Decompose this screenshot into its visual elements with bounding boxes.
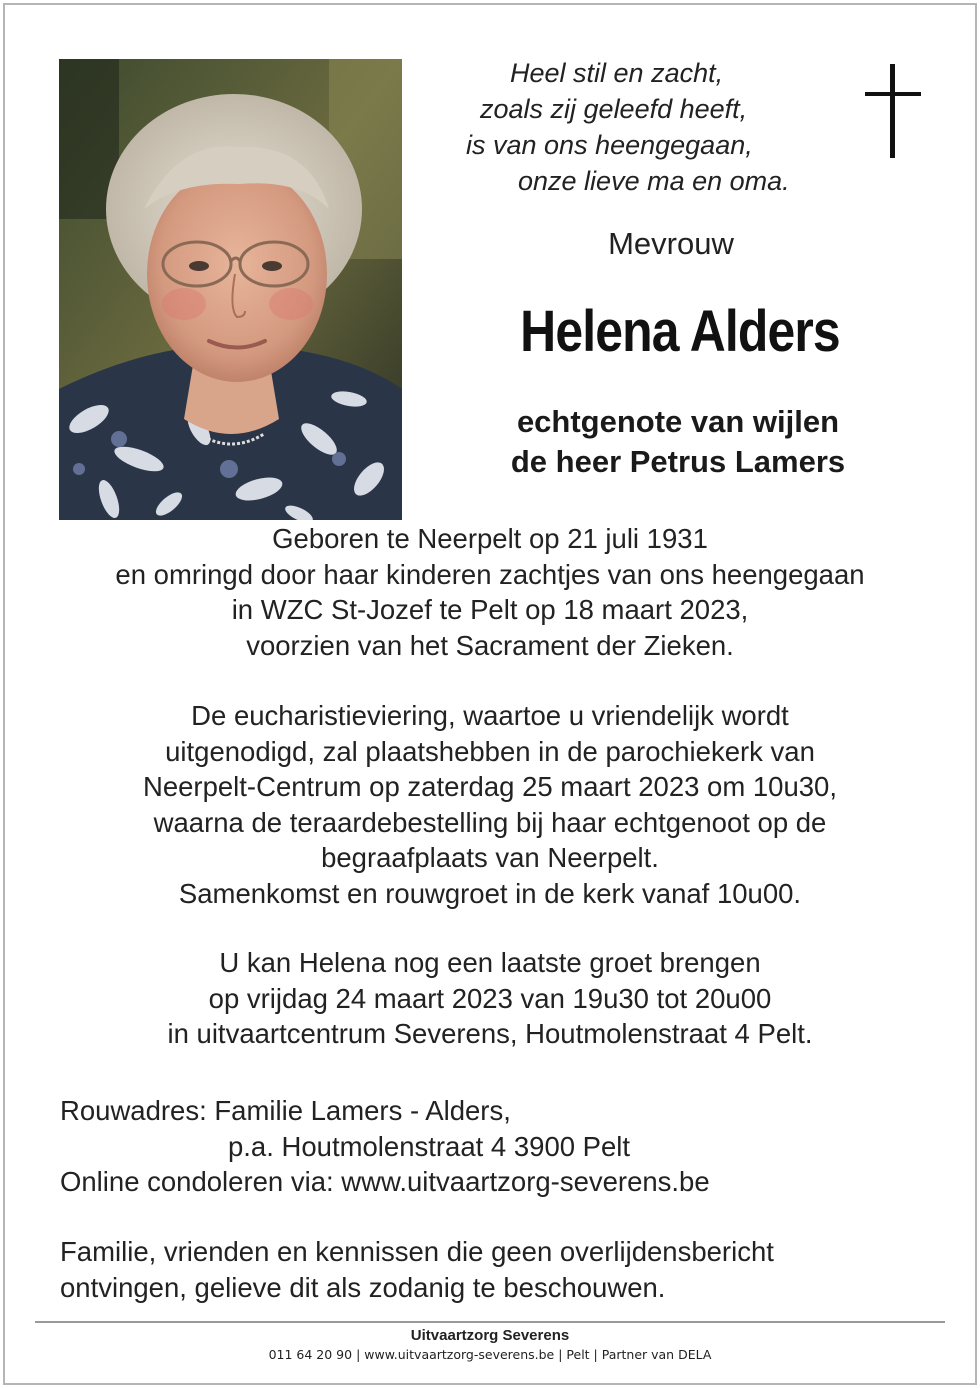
- memorial-poem: [420, 55, 860, 199]
- poem-line: Heel stil en zacht,: [510, 58, 724, 88]
- text-line: Geboren te Neerpelt op 21 juli 1931: [272, 523, 708, 554]
- birth-death-paragraph: [40, 521, 940, 663]
- visit-paragraph: [40, 945, 940, 1052]
- ceremony-paragraph: [40, 698, 940, 911]
- spouse-info: [440, 402, 916, 482]
- text-line: waarna de teraardebestelling bij haar echtgenoot op de: [153, 806, 827, 838]
- text-line: uitgenodigd, zal plaatshebben in de parochiekerk van: [165, 735, 815, 767]
- text-line: in WZC St-Jozef te Pelt op 18 maart 2023,: [231, 594, 749, 625]
- footer-company: Uitvaartzorg Severens: [410, 1327, 570, 1344]
- text-line: voorzien van het Sacrament der Zieken.: [246, 629, 734, 661]
- text-line: U kan Helena nog een laatste groet brengen: [219, 947, 761, 978]
- poem-line: onze lieve ma en oma.: [518, 166, 790, 196]
- notice-line: Familie, vrienden en kennissen die geen overlijdensbericht: [60, 1236, 774, 1267]
- text-line: en omringd door haar kinderen zachtjes van ons heengegaan: [115, 558, 865, 590]
- address-line: Rouwadres: Familie Lamers - Alders,: [60, 1095, 511, 1126]
- cross-icon: [865, 64, 921, 158]
- spouse-line: de heer Petrus Lamers: [510, 444, 846, 479]
- condolence-line[interactable]: Online condoleren via: www.uitvaartzorg-severens.be: [60, 1166, 710, 1197]
- honorific-title: Mevrouw: [608, 226, 734, 261]
- footer-contact[interactable]: 011 64 20 90 | www.uitvaartzorg-severens.be | Pelt | Partner van DELA: [268, 1347, 712, 1362]
- footer-divider: [35, 1321, 945, 1323]
- notice-line: ontvingen, gelieve dit als zodanig te beschouwen.: [60, 1271, 666, 1303]
- text-line: Samenkomst en rouwgroet in de kerk vanaf 10u00.: [178, 877, 802, 909]
- portrait-photo: [59, 59, 402, 520]
- spouse-line: echtgenote van wijlen: [516, 404, 840, 439]
- notice-block: [60, 1234, 940, 1305]
- text-line: De eucharistieviering, waartoe u vriendelijk wordt: [191, 700, 789, 731]
- deceased-name: Helena Alders: [520, 299, 840, 364]
- text-line: op vrijdag 24 maart 2023 van 19u30 tot 20u00: [208, 982, 772, 1014]
- address-line: p.a. Houtmolenstraat 4 3900 Pelt: [228, 1130, 631, 1162]
- poem-line: zoals zij geleefd heeft,: [480, 94, 748, 124]
- text-line: in uitvaartcentrum Severens, Houtmolenstraat 4 Pelt.: [167, 1018, 813, 1049]
- text-line: begraafplaats van Neerpelt.: [321, 842, 659, 873]
- text-line: Neerpelt-Centrum op zaterdag 25 maart 2023 om 10u30,: [142, 771, 837, 802]
- address-block: [60, 1093, 940, 1200]
- poem-line: is van ons heengegaan,: [466, 130, 753, 160]
